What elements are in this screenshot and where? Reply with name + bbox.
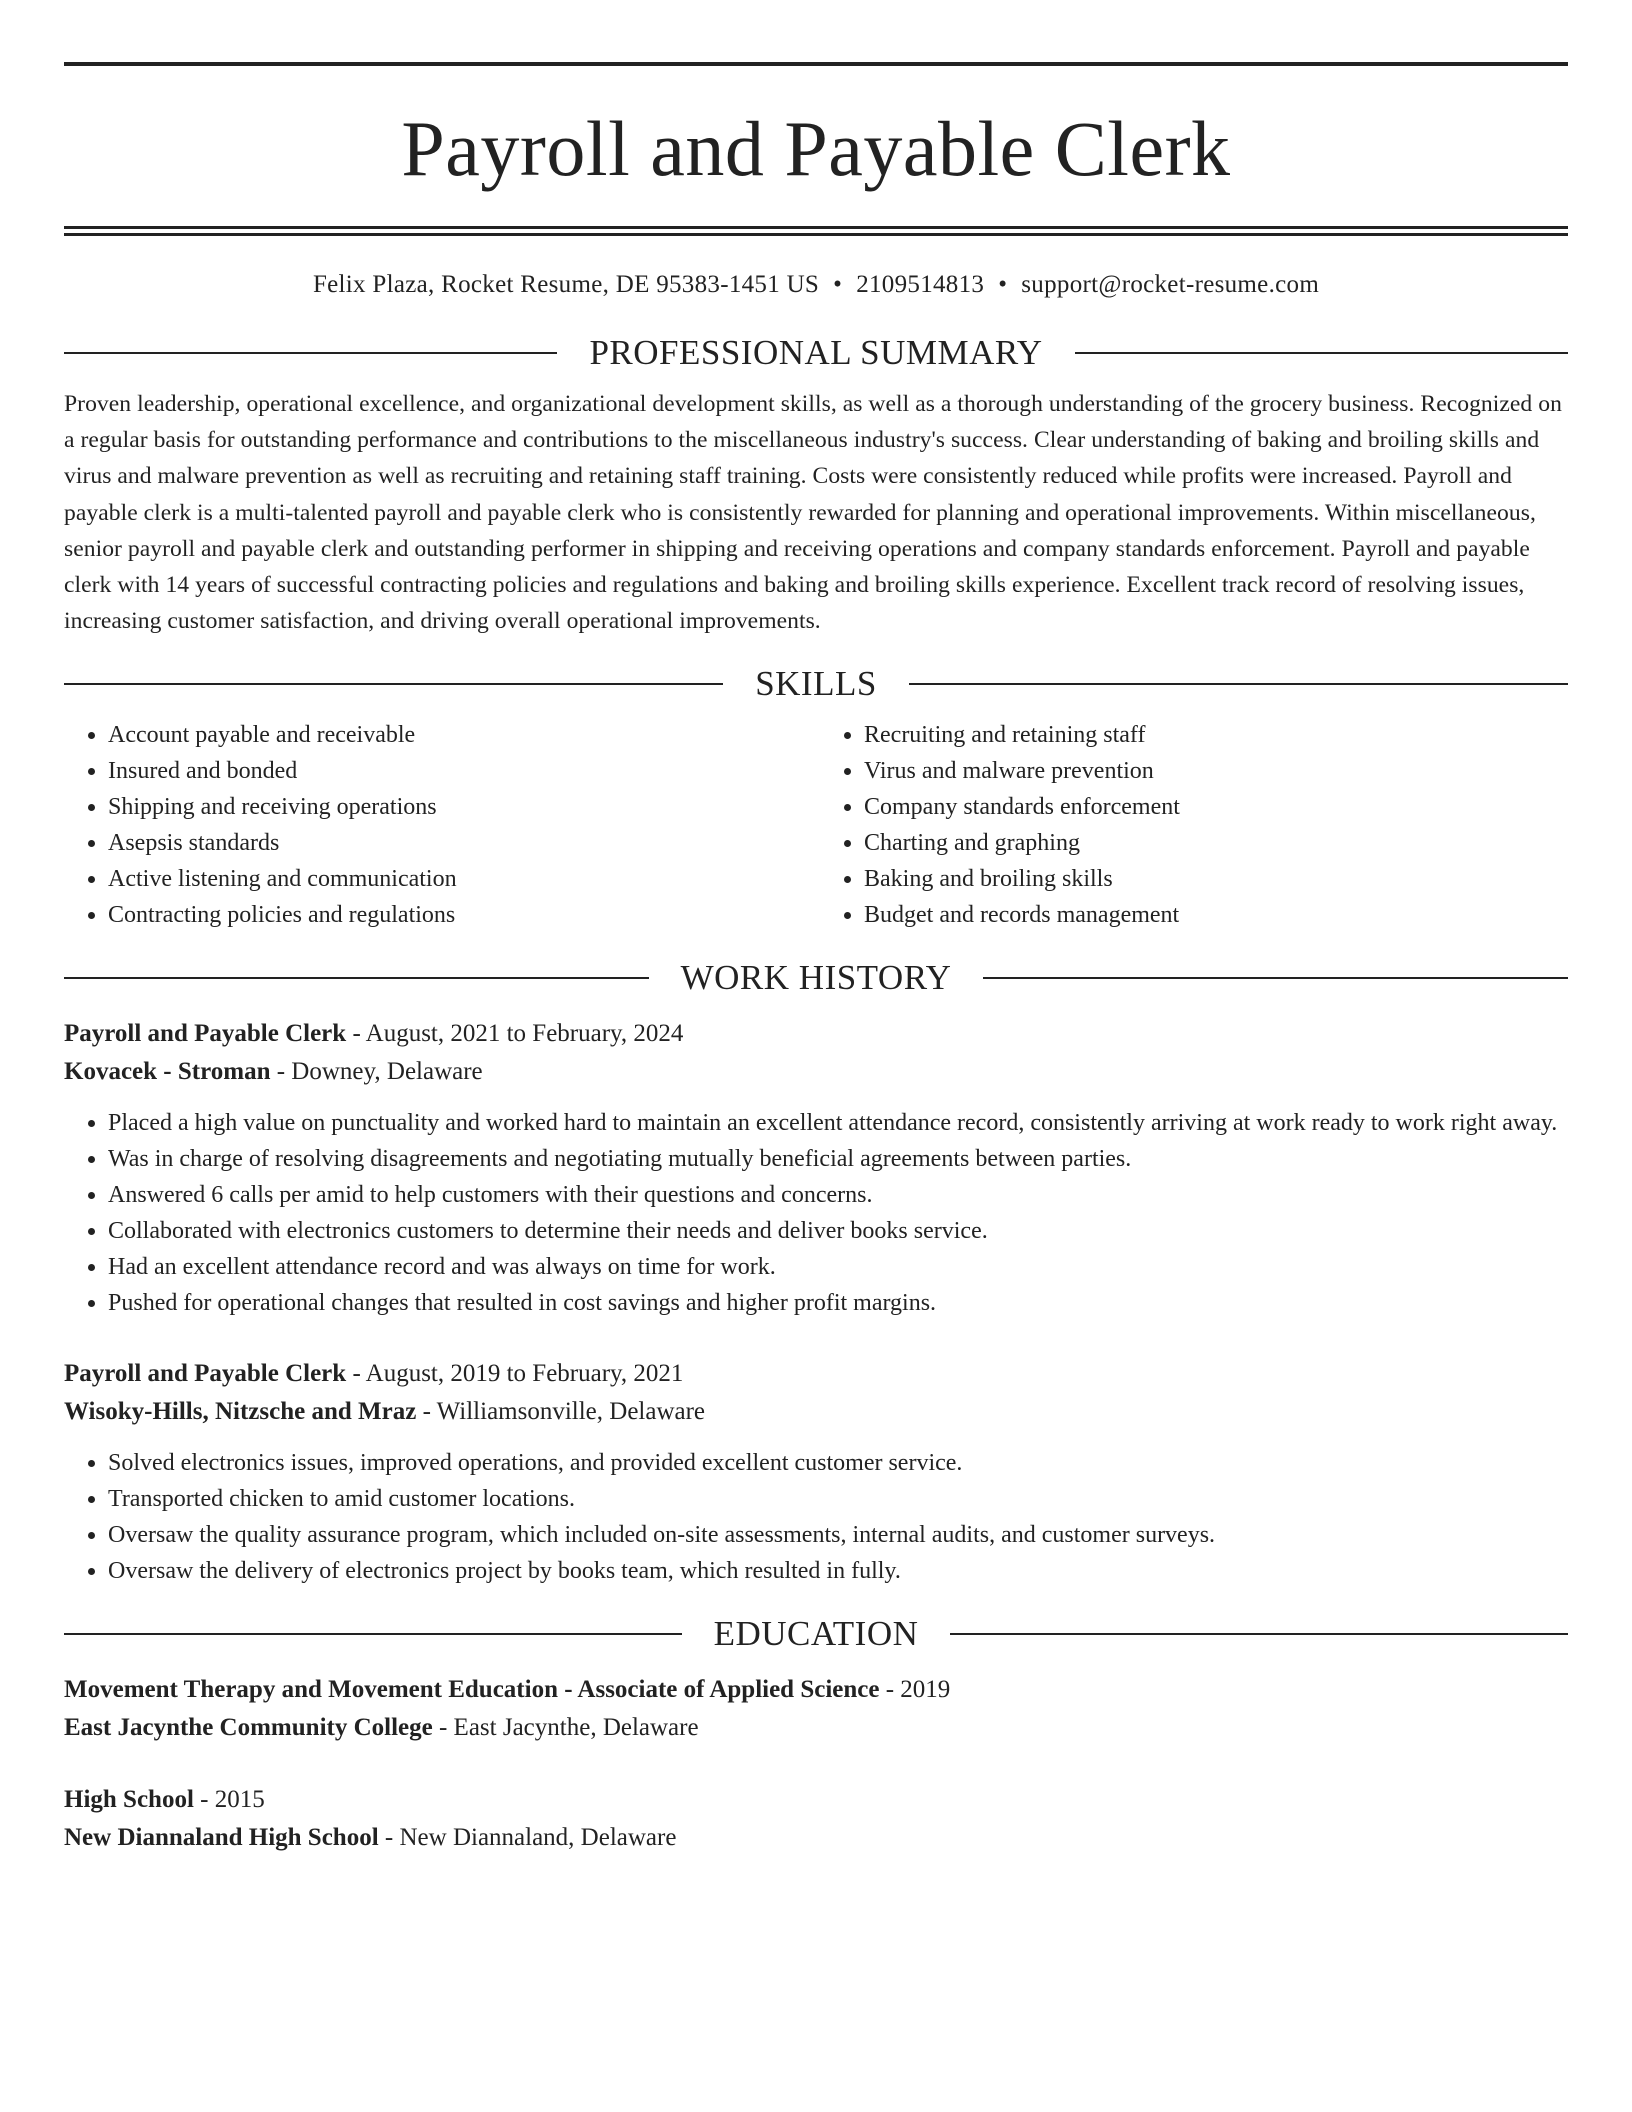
contact-address: Felix Plaza, Rocket Resume, DE 95383-1451 US bbox=[312, 271, 820, 298]
skill-item: • Asepsis standards bbox=[108, 825, 812, 861]
skills-list bbox=[64, 717, 1568, 933]
skill-item: • Account payable and receivable bbox=[108, 717, 812, 753]
job-entry bbox=[64, 1015, 1568, 1321]
job-bullet: • Oversaw the delivery of electronics project by books team, which resulted in fully. bbox=[108, 1553, 1568, 1589]
job-role: Payroll and Payable Clerk bbox=[64, 1020, 347, 1048]
job-bullet: • Collaborated with electronics customers to determine their needs and deliver books service. bbox=[108, 1213, 1568, 1249]
education-year: - 2015 bbox=[193, 1786, 265, 1814]
contact-separator: • bbox=[833, 271, 843, 298]
job-bullet: • Oversaw the quality assurance program, which included on-site assessments, internal audits, and customer surveys. bbox=[108, 1517, 1568, 1553]
education-degree-line bbox=[64, 1671, 1568, 1709]
contact-separator: • bbox=[998, 271, 1008, 298]
education-degree-line bbox=[64, 1781, 1568, 1819]
education-title: EDUCATION bbox=[713, 1614, 919, 1654]
job-bullet: • Transported chicken to amid customer locations. bbox=[108, 1481, 1568, 1517]
job-bullet: • Had an excellent attendance record and was always on time for work. bbox=[108, 1249, 1568, 1285]
job-bullet: • Solved electronics issues, improved operations, and provided excellent customer service. bbox=[108, 1445, 1568, 1481]
work-title: WORK HISTORY bbox=[680, 958, 952, 998]
skill-item: • Contracting policies and regulations bbox=[108, 897, 812, 933]
education-entry bbox=[64, 1781, 1568, 1857]
candidate-name: Payroll and Payable Clerk bbox=[401, 105, 1231, 192]
skill-item: • Charting and graphing bbox=[864, 825, 1568, 861]
job-title-line bbox=[64, 1015, 1568, 1053]
heading-rule bbox=[983, 977, 1568, 979]
skills-column-left bbox=[64, 717, 812, 933]
skills-heading bbox=[64, 661, 1568, 707]
education-location: - New Diannaland, Delaware bbox=[378, 1824, 677, 1852]
summary-title: PROFESSIONAL SUMMARY bbox=[589, 333, 1043, 372]
skill-item: • Virus and malware prevention bbox=[864, 753, 1568, 789]
skill-item: • Active listening and communication bbox=[108, 861, 812, 897]
job-company: Wisoky-Hills, Nitzsche and Mraz bbox=[64, 1398, 417, 1426]
heading-rule bbox=[64, 977, 649, 979]
education-location: - East Jacynthe, Delaware bbox=[432, 1714, 699, 1742]
job-role: Payroll and Payable Clerk bbox=[64, 1360, 347, 1388]
job-entry bbox=[64, 1355, 1568, 1589]
job-dates: - August, 2019 to February, 2021 bbox=[346, 1360, 684, 1388]
contact-info bbox=[64, 268, 1568, 302]
heading-rule bbox=[950, 1633, 1568, 1635]
double-rule bbox=[64, 226, 1568, 236]
job-location: - Williamsonville, Delaware bbox=[416, 1398, 706, 1426]
skills-column-right bbox=[812, 717, 1568, 933]
heading-rule bbox=[64, 683, 723, 685]
job-dates: - August, 2021 to February, 2024 bbox=[346, 1020, 684, 1048]
job-bullet: • Answered 6 calls per amid to help customers with their questions and concerns. bbox=[108, 1177, 1568, 1213]
education-year: - 2019 bbox=[879, 1676, 951, 1704]
heading-rule bbox=[1075, 352, 1568, 354]
job-company: Kovacek - Stroman bbox=[64, 1058, 271, 1086]
job-title-line bbox=[64, 1355, 1568, 1393]
job-bullet: • Was in charge of resolving disagreements and negotiating mutually beneficial agreements between parties. bbox=[108, 1141, 1568, 1177]
job-bullets bbox=[64, 1105, 1568, 1321]
contact-phone: 2109514813 bbox=[856, 271, 985, 298]
job-bullets bbox=[64, 1445, 1568, 1589]
education-school-line bbox=[64, 1709, 1568, 1747]
skill-item: • Shipping and receiving operations bbox=[108, 789, 812, 825]
heading-rule bbox=[909, 683, 1568, 685]
job-bullet: • Placed a high value on punctuality and worked hard to maintain an excellent attendance record, consistently arriving at work ready to work right away. bbox=[108, 1105, 1568, 1141]
skill-item: • Baking and broiling skills bbox=[864, 861, 1568, 897]
education-degree: High School bbox=[64, 1786, 194, 1814]
work-heading bbox=[64, 955, 1568, 1001]
job-location: - Downey, Delaware bbox=[270, 1058, 483, 1086]
skill-item: • Insured and bonded bbox=[108, 753, 812, 789]
contact-email: support@rocket-resume.com bbox=[1021, 271, 1320, 298]
job-company-line bbox=[64, 1393, 1568, 1431]
job-company-line bbox=[64, 1053, 1568, 1091]
summary-heading bbox=[64, 330, 1568, 376]
skill-item: • Budget and records management bbox=[864, 897, 1568, 933]
summary-text: Proven leadership, operational excellence, and organizational development skills, as well as a thorough understanding of the grocery business. Recognized on a regular basis for outstanding performance and contributions to the miscellaneous industry's success. Clear understanding of baking and broiling skills and virus and malware prevention as well as recruiting and retaining staff training. Costs were consistently reduced while profits were increased. Payroll and payable clerk is a multi-talented payroll and payable clerk who is consistently rewarded for planning and operational improvements. Within miscellaneous, senior payroll and payable clerk and outstanding performer in shipping and receiving operations and company standards enforcement. Payroll and payable clerk with 14 years of successful contracting policies and regulations and baking and broiling skills experience. Excellent track record of resolving issues, increasing customer satisfaction, and driving overall operational improvements. bbox=[64, 391, 1562, 635]
heading-rule bbox=[64, 352, 557, 354]
education-heading bbox=[64, 1611, 1568, 1657]
job-bullet: • Pushed for operational changes that resulted in cost savings and higher profit margins. bbox=[108, 1285, 1568, 1321]
education-school: East Jacynthe Community College bbox=[64, 1714, 433, 1742]
skill-item: • Recruiting and retaining staff bbox=[864, 717, 1568, 753]
skill-item: • Company standards enforcement bbox=[864, 789, 1568, 825]
education-entry bbox=[64, 1671, 1568, 1747]
heading-rule bbox=[64, 1633, 682, 1635]
education-school-line bbox=[64, 1819, 1568, 1857]
top-rule bbox=[64, 62, 1568, 66]
education-degree: Movement Therapy and Movement Education - Associate of Applied Science bbox=[64, 1676, 880, 1704]
skills-title: SKILLS bbox=[755, 664, 877, 704]
education-school: New Diannaland High School bbox=[64, 1824, 379, 1852]
